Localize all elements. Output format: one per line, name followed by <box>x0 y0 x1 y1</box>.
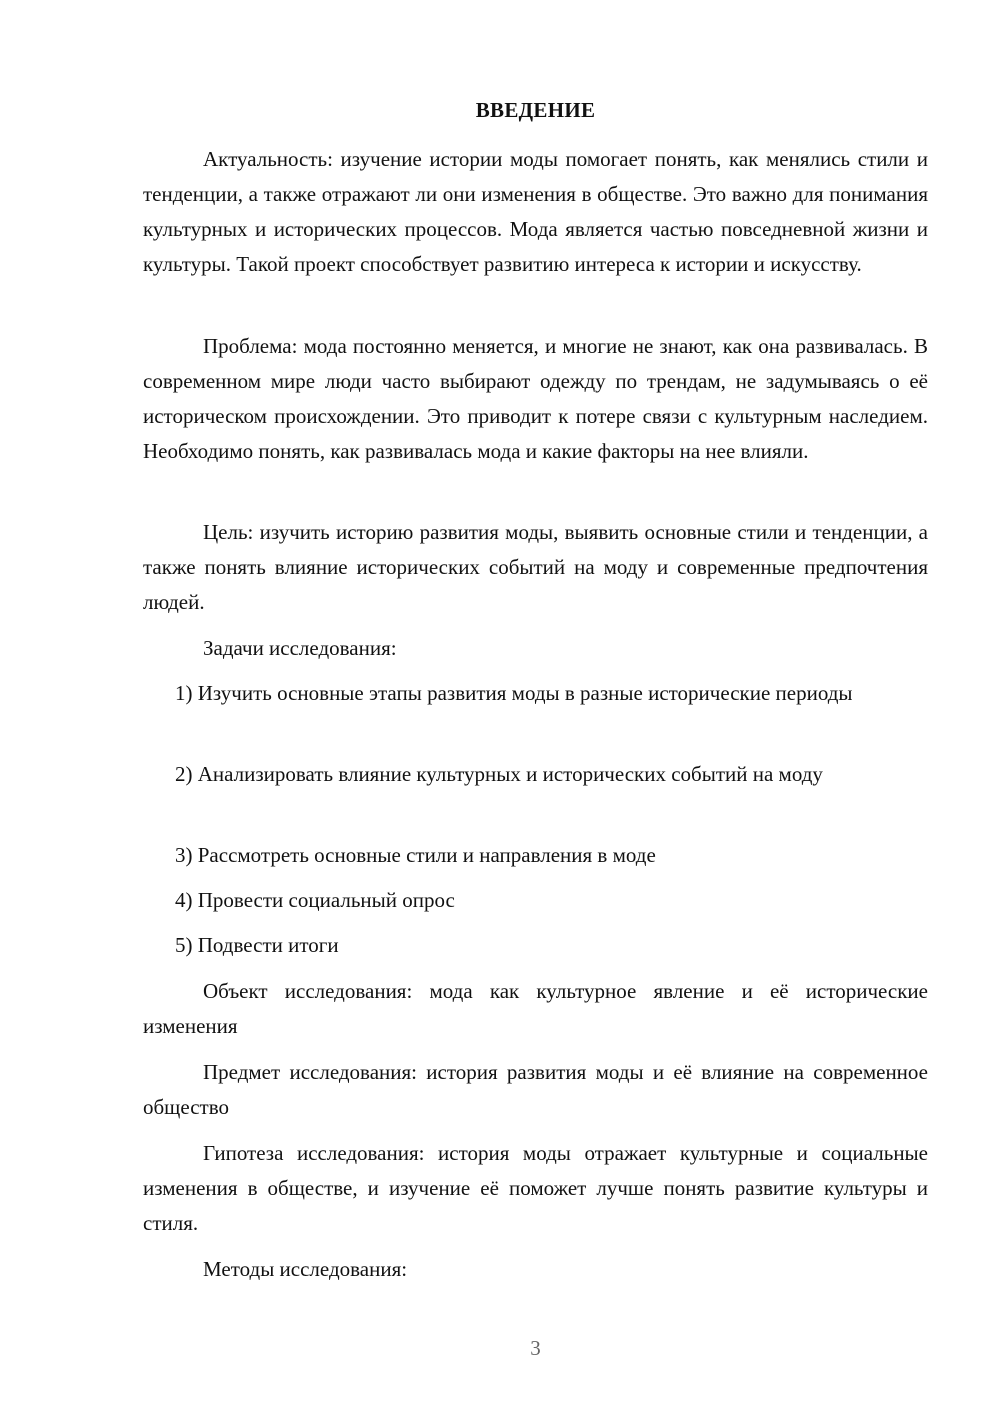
list-item-task-5: 5) Подвести итоги <box>175 933 339 957</box>
paragraph-hypothesis: Гипотеза исследования: история моды отражает культурные и социальные изменения в обществе, и изучение её поможет лучше понять развитие культуры и стиля. <box>143 1141 928 1235</box>
paragraph-object: Объект исследования: мода как культурное явление и её исторические изменения <box>143 979 928 1038</box>
paragraph-tasks-heading: Задачи исследования: <box>203 636 397 660</box>
list-item-task-4: 4) Провести социальный опрос <box>175 888 455 912</box>
paragraph-goal: Цель: изучить историю развития моды, выявить основные стили и тенденции, а также понять влияние исторических событий на моду и современные предпочтения людей. <box>143 520 928 614</box>
paragraph-subject: Предмет исследования: история развития моды и её влияние на современное общество <box>143 1060 928 1119</box>
paragraph-relevance: Актуальность: изучение истории моды помогает понять, как менялись стили и тенденции, а также отражают ли они изменения в обществе. Это важно для понимания культурных и исторических процессов. Мода является частью повседневной жизни и культуры. Такой проект способствует развитию интереса к истории и искусству. <box>143 147 928 276</box>
page-number: 3 <box>530 1336 541 1360</box>
paragraph-methods-heading: Методы исследования: <box>203 1257 408 1281</box>
paragraph-problem: Проблема: мода постоянно меняется, и многие не знают, как она развивалась. В современном мире люди часто выбирают одежду по трендам, не задумываясь о её историческом происхождении. Это приводит к потере связи с культурным наследием. Необходимо понять, как развивалась мода и какие факторы на нее влияли. <box>143 334 928 463</box>
list-item-task-1: 1) Изучить основные этапы развития моды в разные исторические периоды <box>175 681 853 705</box>
section-title: ВВЕДЕНИЕ <box>475 98 596 122</box>
list-item-task-3: 3) Рассмотреть основные стили и направления в моде <box>175 843 656 867</box>
list-item-task-2: 2) Анализировать влияние культурных и исторических событий на моду <box>175 762 823 786</box>
document-page <box>143 0 928 1414</box>
